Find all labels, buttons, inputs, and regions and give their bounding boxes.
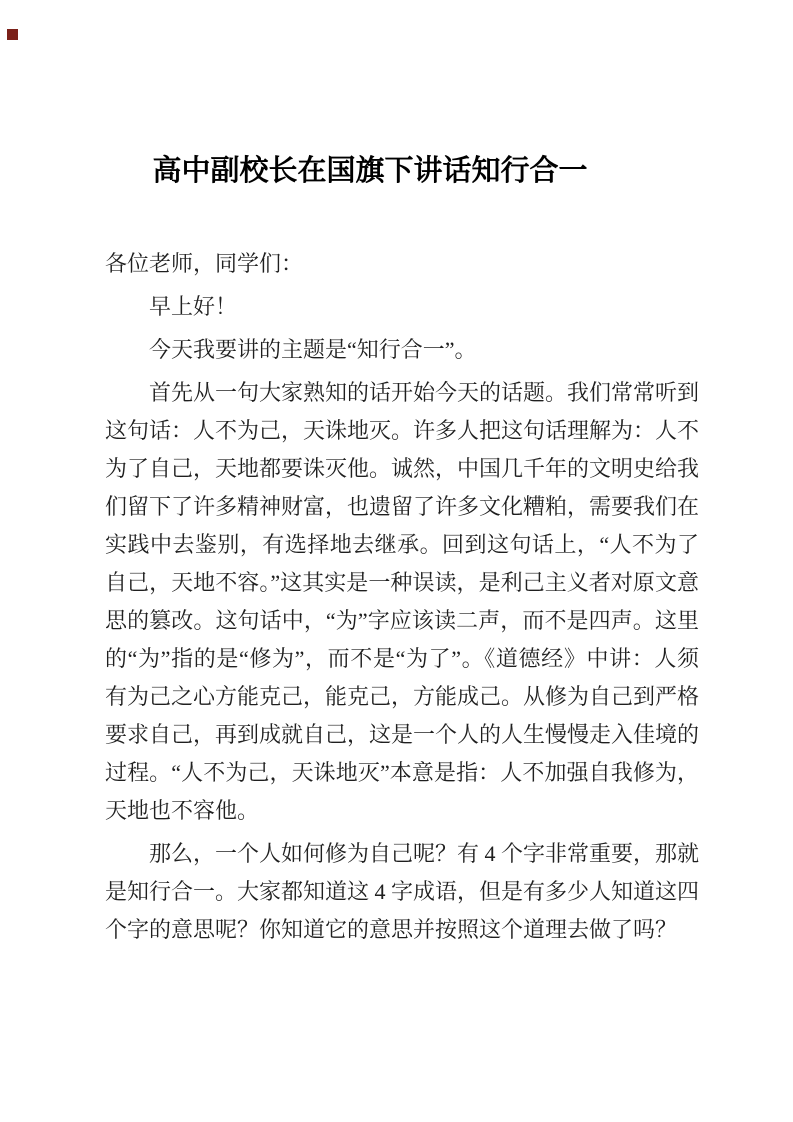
corner-mark (7, 29, 18, 40)
paragraph-4: 首先从一句大家熟知的话开始今天的话题。我们常常听到这句话：人不为己，天诛地灭。许多人把这句话理解为：人不为了自己，天地都要诛灭他。诚然，中国几千年的文明史给我们留下了许多精神财富，也遗留了许多文化糟粕，需要我们在实践中去鉴别，有选择地去继承。回到这句话上，“人不为了自己，天地不容。”这其实是一种误读，是利己主义者对原文意思的篡改。这句话中，“为”字应该读二声，而不是四声。这里的“为”指的是“修为”，而不是“为了”。《道德经》中讲：人须有为己之心方能克己，能克己，方能成己。从修为自己到严格要求自己，再到成就自己，这是一个人的人生慢慢走入佳境的过程。“人不为己，天诛地灭”本意是指：人不加强自我修为，天地也不容他。 (105, 380, 700, 823)
paragraph-5: 那么，一个人如何修为自己呢？有 4 个字非常重要，那就是知行合一。大家都知道这 4 字成语，但是有多少人知道这四个字的意思呢？你知道它的意思并按照这个道理去做了吗？ (105, 841, 700, 942)
paragraph-2: 早上好！ (149, 294, 238, 319)
paragraph-1: 各位老师，同学们： (105, 251, 304, 276)
paragraph-3: 今天我要讲的主题是“知行合一”。 (149, 337, 477, 362)
document-content (105, 150, 699, 954)
document-body (105, 245, 699, 949)
document-title: 高中副校长在国旗下讲话知行合一 (152, 155, 588, 187)
